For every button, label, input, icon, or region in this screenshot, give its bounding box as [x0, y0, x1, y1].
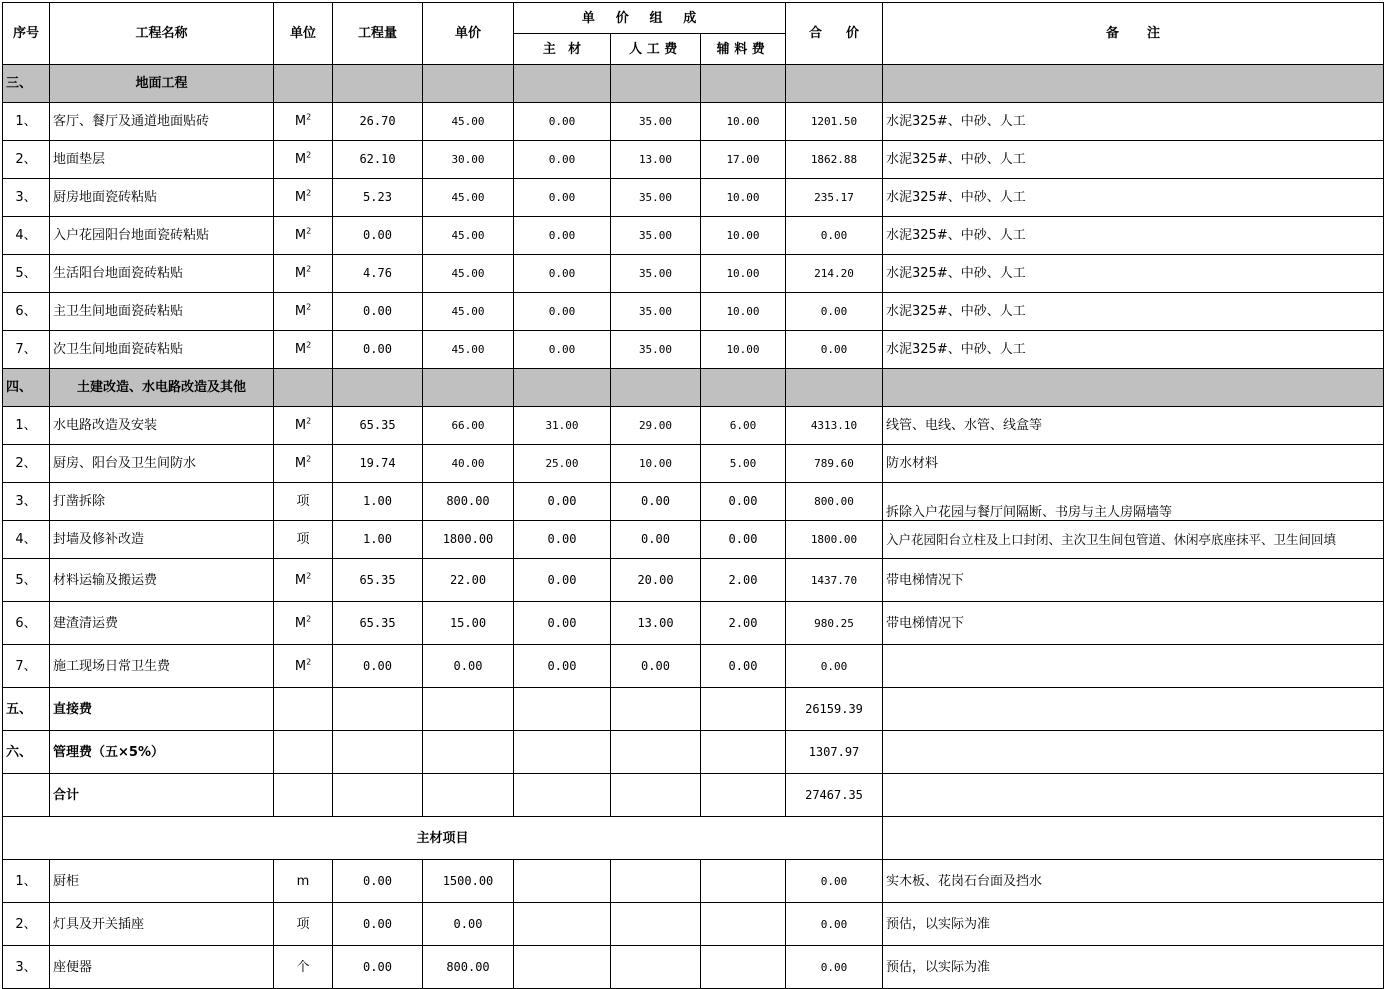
- row-remark: 水泥325#、中砂、人工: [883, 103, 1384, 141]
- empty-cell: [883, 817, 1384, 860]
- row-total: 1800.00: [786, 521, 883, 559]
- row-qty: 0.00: [333, 293, 423, 331]
- row-aux: 10.00: [701, 255, 786, 293]
- row-qty: 0.00: [333, 946, 423, 989]
- empty-cell: [333, 774, 423, 817]
- unit-label: $M^2$: [294, 571, 312, 588]
- row-remark: 预估，以实际为准: [883, 946, 1384, 989]
- row-price: 0.00: [423, 903, 514, 946]
- table-row: [3, 483, 1384, 521]
- row-labor: 35.00: [611, 103, 701, 141]
- row-qty: 0.00: [333, 217, 423, 255]
- row-aux: 2.00: [701, 559, 786, 602]
- empty-cell: [701, 65, 786, 103]
- row-remark: 水泥325#、中砂、人工: [883, 217, 1384, 255]
- row-seq: 2、: [3, 903, 50, 946]
- row-labor: 35.00: [611, 217, 701, 255]
- unit-cell: [274, 445, 333, 483]
- row-labor: 0.00: [611, 645, 701, 688]
- row-total: 0.00: [786, 293, 883, 331]
- unit-label: $M^2$: [294, 188, 312, 205]
- empty-cell: [274, 731, 333, 774]
- row-seq: 7、: [3, 331, 50, 369]
- table-row: [3, 255, 1384, 293]
- summary-row: [3, 731, 1384, 774]
- row-seq: 6、: [3, 602, 50, 645]
- empty-cell: [514, 860, 611, 903]
- row-qty: 0.00: [333, 645, 423, 688]
- row-aux: 0.00: [701, 521, 786, 559]
- header-qty: 工程量: [333, 3, 423, 65]
- row-name: 主卫生间地面瓷砖粘贴: [50, 293, 274, 331]
- header-seq: 序号: [3, 3, 50, 65]
- row-labor: 13.00: [611, 141, 701, 179]
- row-price: 45.00: [423, 331, 514, 369]
- row-total: 0.00: [786, 946, 883, 989]
- main-material-row: [3, 903, 1384, 946]
- row-seq: 2、: [3, 141, 50, 179]
- table-row: [3, 559, 1384, 602]
- row-labor: 10.00: [611, 445, 701, 483]
- row-qty: 0.00: [333, 331, 423, 369]
- empty-cell: [514, 774, 611, 817]
- row-qty: 4.76: [333, 255, 423, 293]
- header-remark: 备 注: [883, 3, 1384, 65]
- row-name: 生活阳台地面瓷砖粘贴: [50, 255, 274, 293]
- row-remark: [883, 645, 1384, 688]
- table-row: [3, 331, 1384, 369]
- header-total: 合 价: [786, 3, 883, 65]
- row-labor: 13.00: [611, 602, 701, 645]
- row-material: 0.00: [514, 103, 611, 141]
- empty-cell: [514, 688, 611, 731]
- row-aux: 17.00: [701, 141, 786, 179]
- row-labor: 35.00: [611, 331, 701, 369]
- empty-cell: [883, 774, 1384, 817]
- row-total: 0.00: [786, 645, 883, 688]
- row-material: 25.00: [514, 445, 611, 483]
- table-row: [3, 521, 1384, 559]
- row-name: 打凿拆除: [50, 483, 274, 521]
- empty-cell: [333, 65, 423, 103]
- unit-cell: [274, 903, 333, 946]
- row-price: 40.00: [423, 445, 514, 483]
- header-price: 单价: [423, 3, 514, 65]
- empty-cell: [514, 65, 611, 103]
- row-qty: 5.23: [333, 179, 423, 217]
- row-aux: 5.00: [701, 445, 786, 483]
- row-labor: 35.00: [611, 293, 701, 331]
- row-seq: 7、: [3, 645, 50, 688]
- unit-label: 项: [296, 532, 310, 547]
- empty-cell: [333, 369, 423, 407]
- table-row: [3, 141, 1384, 179]
- row-remark: 入户花园阳台立柱及上口封闭、主次卫生间包管道、休闲亭底座抹平、卫生间回填: [883, 521, 1384, 559]
- row-remark: 水泥325#、中砂、人工: [883, 255, 1384, 293]
- unit-label: $M^2$: [294, 302, 312, 319]
- row-name: 座便器: [50, 946, 274, 989]
- row-seq: 1、: [3, 407, 50, 445]
- row-name: 灯具及开关插座: [50, 903, 274, 946]
- empty-cell: [423, 369, 514, 407]
- row-total: 1862.88: [786, 141, 883, 179]
- unit-cell: [274, 141, 333, 179]
- row-aux: 2.00: [701, 602, 786, 645]
- row-qty: 1.00: [333, 483, 423, 521]
- row-name: 封墙及修补改造: [50, 521, 274, 559]
- empty-cell: [514, 946, 611, 989]
- row-price: 1500.00: [423, 860, 514, 903]
- row-remark: 线管、电线、水管、线盒等: [883, 407, 1384, 445]
- empty-cell: [883, 731, 1384, 774]
- row-name: 地面垫层: [50, 141, 274, 179]
- row-remark: 实木板、花岗石台面及挡水: [883, 860, 1384, 903]
- row-name: 入户花园阳台地面瓷砖粘贴: [50, 217, 274, 255]
- section-row: [3, 65, 1384, 103]
- row-material: 0.00: [514, 255, 611, 293]
- row-material: 0.00: [514, 293, 611, 331]
- row-qty: 65.35: [333, 559, 423, 602]
- row-price: 45.00: [423, 179, 514, 217]
- row-material: 0.00: [514, 602, 611, 645]
- empty-cell: [701, 731, 786, 774]
- header-name: 工程名称: [50, 3, 274, 65]
- summary-seq: [3, 774, 50, 817]
- main-material-header-row: [3, 817, 1384, 860]
- row-qty: 1.00: [333, 521, 423, 559]
- empty-cell: [883, 65, 1384, 103]
- quote-table: [2, 2, 1384, 989]
- row-qty: 0.00: [333, 903, 423, 946]
- empty-cell: [701, 860, 786, 903]
- empty-cell: [611, 688, 701, 731]
- row-material: 31.00: [514, 407, 611, 445]
- unit-cell: [274, 559, 333, 602]
- empty-cell: [274, 688, 333, 731]
- row-qty: 26.70: [333, 103, 423, 141]
- row-seq: 3、: [3, 179, 50, 217]
- empty-cell: [514, 903, 611, 946]
- row-qty: 65.35: [333, 407, 423, 445]
- row-total: 214.20: [786, 255, 883, 293]
- row-total: 0.00: [786, 217, 883, 255]
- empty-cell: [274, 369, 333, 407]
- row-remark: 预估，以实际为准: [883, 903, 1384, 946]
- unit-cell: [274, 946, 333, 989]
- empty-cell: [701, 688, 786, 731]
- row-material: 0.00: [514, 645, 611, 688]
- row-price: 45.00: [423, 293, 514, 331]
- summary-total: 26159.39: [786, 688, 883, 731]
- row-name: 厨房、阳台及卫生间防水: [50, 445, 274, 483]
- row-total: 0.00: [786, 331, 883, 369]
- row-qty: 65.35: [333, 602, 423, 645]
- row-price: 0.00: [423, 645, 514, 688]
- row-labor: 0.00: [611, 521, 701, 559]
- unit-cell: [274, 860, 333, 903]
- section-seq: 四、: [3, 369, 50, 407]
- unit-cell: [274, 293, 333, 331]
- row-name: 次卫生间地面瓷砖粘贴: [50, 331, 274, 369]
- row-labor: 0.00: [611, 483, 701, 521]
- row-seq: 6、: [3, 293, 50, 331]
- empty-cell: [883, 369, 1384, 407]
- empty-cell: [333, 731, 423, 774]
- row-material: 0.00: [514, 179, 611, 217]
- unit-cell: [274, 483, 333, 521]
- row-total: 980.25: [786, 602, 883, 645]
- row-price: 22.00: [423, 559, 514, 602]
- row-qty: 19.74: [333, 445, 423, 483]
- section-seq: 三、: [3, 65, 50, 103]
- summary-name: 合计: [50, 774, 274, 817]
- table-row: [3, 293, 1384, 331]
- row-price: 800.00: [423, 946, 514, 989]
- section-row: [3, 369, 1384, 407]
- row-seq: 3、: [3, 946, 50, 989]
- unit-label: $M^2$: [294, 614, 312, 631]
- row-remark: 水泥325#、中砂、人工: [883, 141, 1384, 179]
- unit-cell: [274, 602, 333, 645]
- row-name: 水电路改造及安装: [50, 407, 274, 445]
- row-material: 0.00: [514, 141, 611, 179]
- header-material: 主 材: [514, 34, 611, 65]
- unit-label: $M^2$: [294, 112, 312, 129]
- empty-cell: [611, 731, 701, 774]
- empty-cell: [786, 65, 883, 103]
- row-total: 235.17: [786, 179, 883, 217]
- row-remark: 带电梯情况下: [883, 559, 1384, 602]
- row-remark: 水泥325#、中砂、人工: [883, 293, 1384, 331]
- row-seq: 1、: [3, 860, 50, 903]
- row-name: 厨柜: [50, 860, 274, 903]
- unit-label: $M^2$: [294, 264, 312, 281]
- row-total: 0.00: [786, 860, 883, 903]
- row-aux: 10.00: [701, 217, 786, 255]
- row-aux: 10.00: [701, 331, 786, 369]
- row-price: 45.00: [423, 255, 514, 293]
- unit-label: m: [296, 873, 310, 889]
- unit-label: 项: [296, 916, 310, 932]
- row-material: 0.00: [514, 483, 611, 521]
- empty-cell: [611, 774, 701, 817]
- empty-cell: [514, 369, 611, 407]
- empty-cell: [423, 65, 514, 103]
- row-name: 厨房地面瓷砖粘贴: [50, 179, 274, 217]
- empty-cell: [611, 860, 701, 903]
- row-total: 789.60: [786, 445, 883, 483]
- unit-label: $M^2$: [294, 416, 312, 433]
- row-labor: 29.00: [611, 407, 701, 445]
- row-aux: 10.00: [701, 293, 786, 331]
- row-seq: 5、: [3, 559, 50, 602]
- row-price: 66.00: [423, 407, 514, 445]
- empty-cell: [514, 731, 611, 774]
- row-remark: 防水材料: [883, 445, 1384, 483]
- row-aux: 10.00: [701, 179, 786, 217]
- row-seq: 3、: [3, 483, 50, 521]
- main-material-row: [3, 860, 1384, 903]
- row-labor: 35.00: [611, 179, 701, 217]
- empty-cell: [701, 903, 786, 946]
- unit-label: $M^2$: [294, 454, 312, 471]
- empty-cell: [883, 688, 1384, 731]
- summary-row: [3, 688, 1384, 731]
- row-total: 800.00: [786, 483, 883, 521]
- row-material: 0.00: [514, 521, 611, 559]
- row-aux: 10.00: [701, 103, 786, 141]
- row-seq: 5、: [3, 255, 50, 293]
- section-title: 土建改造、水电路改造及其他: [50, 369, 274, 407]
- row-total: 1201.50: [786, 103, 883, 141]
- row-name: 建渣清运费: [50, 602, 274, 645]
- row-total: 0.00: [786, 903, 883, 946]
- unit-cell: [274, 407, 333, 445]
- empty-cell: [611, 903, 701, 946]
- unit-label: $M^2$: [294, 150, 312, 167]
- row-seq: 4、: [3, 521, 50, 559]
- empty-cell: [701, 369, 786, 407]
- row-seq: 1、: [3, 103, 50, 141]
- empty-cell: [701, 946, 786, 989]
- row-name: 材料运输及搬运费: [50, 559, 274, 602]
- unit-cell: [274, 645, 333, 688]
- row-seq: 4、: [3, 217, 50, 255]
- row-price: 1800.00: [423, 521, 514, 559]
- header-labor: 人工费: [611, 34, 701, 65]
- summary-row: [3, 774, 1384, 817]
- summary-total: 27467.35: [786, 774, 883, 817]
- row-material: 0.00: [514, 331, 611, 369]
- row-name: 施工现场日常卫生费: [50, 645, 274, 688]
- summary-total: 1307.97: [786, 731, 883, 774]
- header-unit: 单位: [274, 3, 333, 65]
- row-aux: 0.00: [701, 483, 786, 521]
- empty-cell: [786, 369, 883, 407]
- empty-cell: [701, 774, 786, 817]
- row-remark: 带电梯情况下: [883, 602, 1384, 645]
- header-aux: 辅料费: [701, 34, 786, 65]
- unit-label: $M^2$: [294, 657, 312, 674]
- empty-cell: [611, 946, 701, 989]
- table-row: [3, 645, 1384, 688]
- table-row: [3, 407, 1384, 445]
- table-row: [3, 445, 1384, 483]
- row-material: 0.00: [514, 217, 611, 255]
- table-row: [3, 103, 1384, 141]
- section-title: 地面工程: [50, 65, 274, 103]
- row-price: 45.00: [423, 103, 514, 141]
- empty-cell: [333, 688, 423, 731]
- table-row: [3, 179, 1384, 217]
- empty-cell: [611, 369, 701, 407]
- row-labor: 20.00: [611, 559, 701, 602]
- unit-cell: [274, 217, 333, 255]
- row-material: 0.00: [514, 559, 611, 602]
- row-price: 45.00: [423, 217, 514, 255]
- table-row: [3, 602, 1384, 645]
- row-price: 800.00: [423, 483, 514, 521]
- main-material-row: [3, 946, 1384, 989]
- row-name: 客厅、餐厅及通道地面贴砖: [50, 103, 274, 141]
- header-row: [3, 3, 1384, 34]
- row-aux: 6.00: [701, 407, 786, 445]
- unit-label: 个: [296, 959, 310, 975]
- row-total: 1437.70: [786, 559, 883, 602]
- unit-cell: [274, 103, 333, 141]
- summary-seq: 六、: [3, 731, 50, 774]
- unit-cell: [274, 331, 333, 369]
- summary-name: 管理费（五×5%）: [50, 731, 274, 774]
- row-qty: 62.10: [333, 141, 423, 179]
- row-remark: 拆除入户花园与餐厅间隔断、书房与主人房隔墙等: [883, 483, 1384, 521]
- empty-cell: [274, 774, 333, 817]
- row-price: 15.00: [423, 602, 514, 645]
- header-composition: 单价组成: [514, 3, 786, 34]
- row-remark: 水泥325#、中砂、人工: [883, 179, 1384, 217]
- row-aux: 0.00: [701, 645, 786, 688]
- row-total: 4313.10: [786, 407, 883, 445]
- unit-label: 项: [296, 494, 310, 509]
- unit-cell: [274, 179, 333, 217]
- summary-name: 直接费: [50, 688, 274, 731]
- table-row: [3, 217, 1384, 255]
- row-seq: 2、: [3, 445, 50, 483]
- unit-label: $M^2$: [294, 226, 312, 243]
- empty-cell: [423, 774, 514, 817]
- empty-cell: [423, 688, 514, 731]
- unit-label: $M^2$: [294, 340, 312, 357]
- empty-cell: [274, 65, 333, 103]
- unit-cell: [274, 521, 333, 559]
- unit-cell: [274, 255, 333, 293]
- summary-seq: 五、: [3, 688, 50, 731]
- row-labor: 35.00: [611, 255, 701, 293]
- main-material-title: 主材项目: [3, 817, 883, 860]
- row-qty: 0.00: [333, 860, 423, 903]
- empty-cell: [423, 731, 514, 774]
- empty-cell: [611, 65, 701, 103]
- row-remark: 水泥325#、中砂、人工: [883, 331, 1384, 369]
- row-price: 30.00: [423, 141, 514, 179]
